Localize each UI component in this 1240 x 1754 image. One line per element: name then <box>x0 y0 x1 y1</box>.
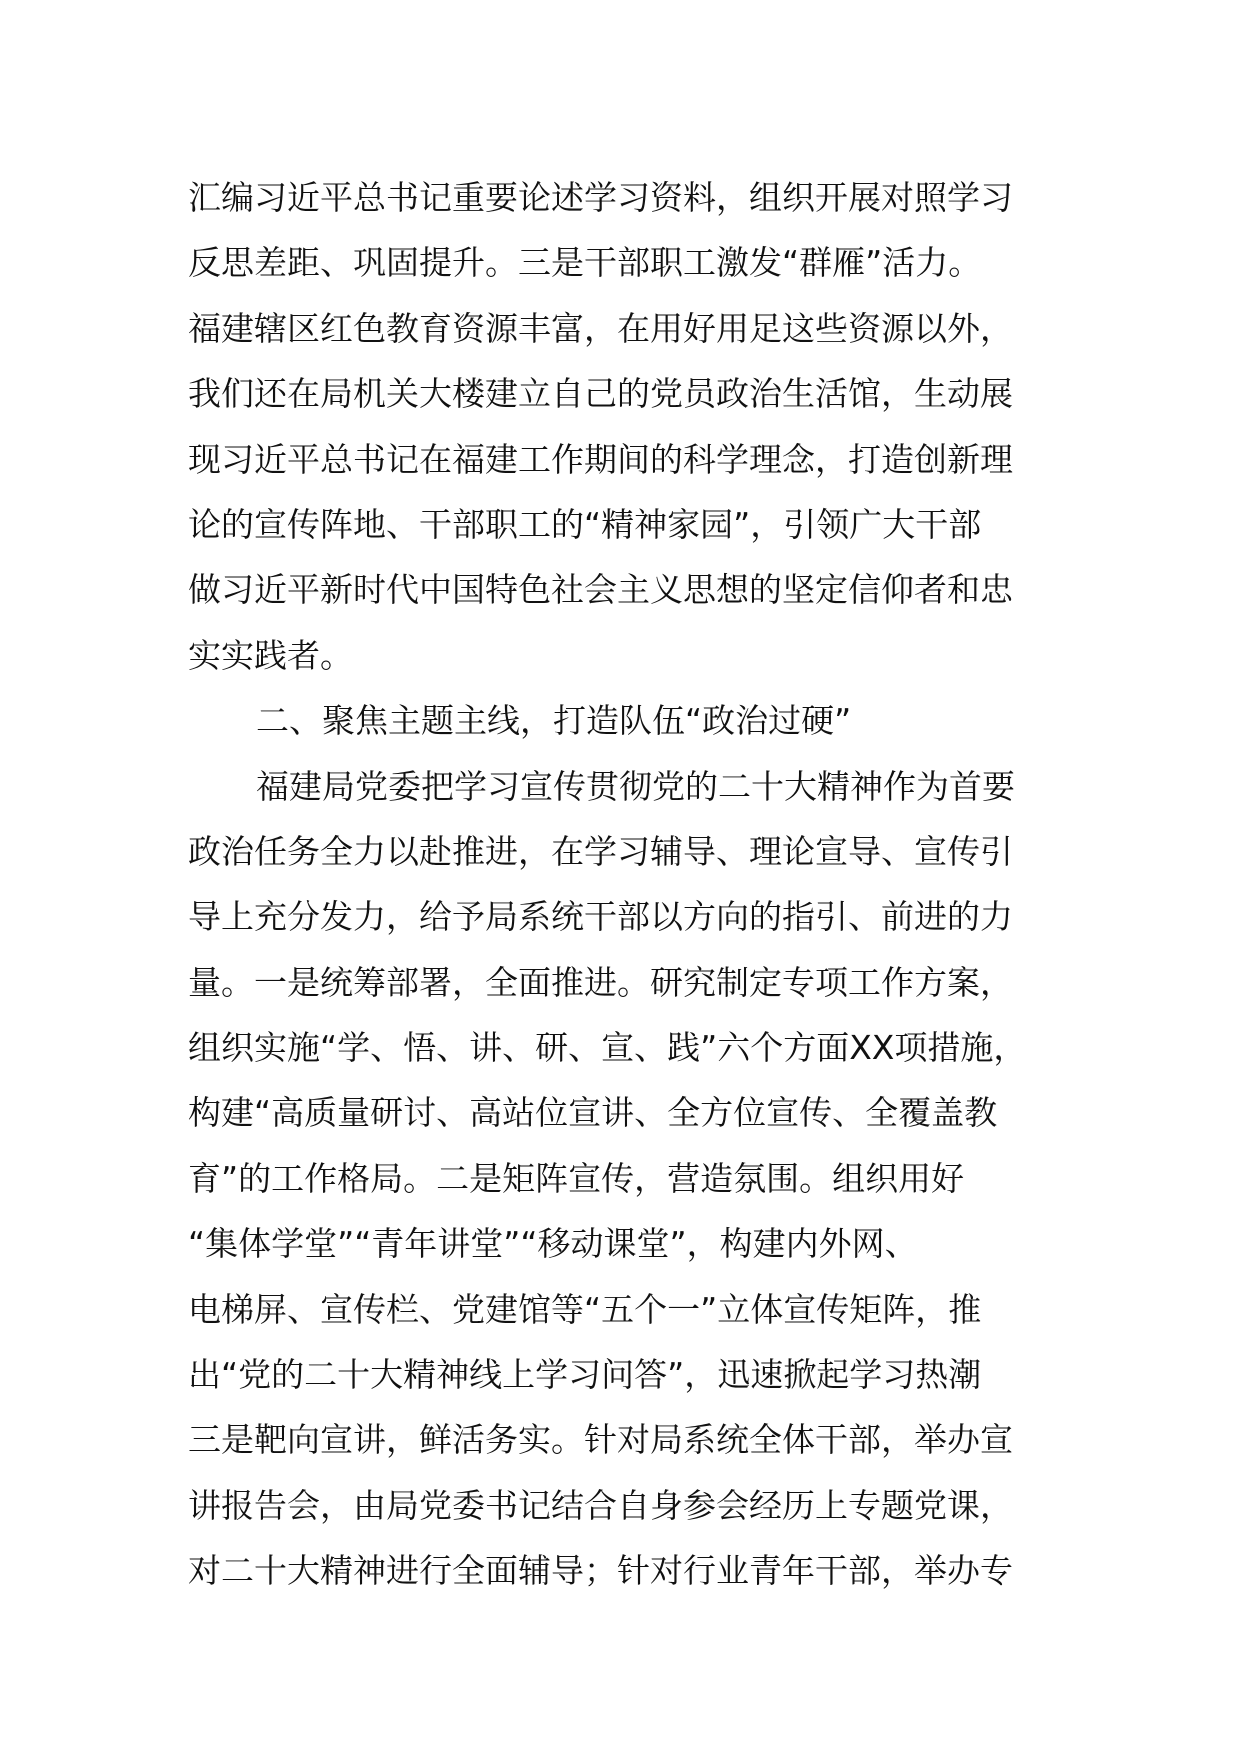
text-line: 讲报告会，由局党委书记结合自身参会经历上专题党课， <box>188 1485 1013 1525</box>
body-text <box>188 165 1088 1604</box>
text-line: 汇编习近平总书记重要论述学习资料，组织开展对照学习 <box>188 178 1013 217</box>
text-line: 三是靶向宣讲，鲜活务实。针对局系统全体干部，举办宣 <box>188 1420 1013 1460</box>
text-line: 对二十大精神进行全面辅导；针对行业青年干部，举办专 <box>188 1551 1013 1591</box>
text-line: 做习近平新时代中国特色社会主义思想的坚定信仰者和忠 <box>188 570 1013 610</box>
text-line: 现习近平总书记在福建工作期间的科学理念，打造创新理 <box>188 439 1013 479</box>
text-line: 出“党的二十大精神线上学习问答”，迅速掀起学习热潮 <box>188 1355 982 1395</box>
text-line: 实实践者。 <box>188 635 353 675</box>
text-line: 构建“高质量研讨、高站位宣讲、全方位宣传、全覆盖教 <box>188 1093 998 1133</box>
text-line: 论的宣传阵地、干部职工的“精神家园”，引领广大干部 <box>188 504 982 544</box>
text-line: 电梯屏、宣传栏、党建馆等“五个一”立体宣传矩阵，推 <box>188 1289 982 1329</box>
text-line: 导上充分发力，给予局系统干部以方向的指引、前进的力 <box>188 897 1013 937</box>
text-line: 组织实施“学、悟、讲、研、宣、践”六个方面XX项措施， <box>188 1028 1027 1068</box>
text-line: 量。一是统筹部署，全面推进。研究制定专项工作方案， <box>188 962 1013 1002</box>
section-heading: 二、聚焦主题主线，打造队伍“政治过硬” <box>256 701 852 741</box>
text-line: 反思差距、巩固提升。三是干部职工激发“群雁”活力。 <box>188 243 982 283</box>
text-line: “集体学堂”“青年讲堂”“移动课堂”，构建内外网、 <box>188 1224 918 1264</box>
text-line: 我们还在局机关大楼建立自己的党员政治生活馆，生动展 <box>188 374 1013 414</box>
text-line: 育”的工作格局。二是矩阵宣传，营造氛围。组织用好 <box>188 1158 965 1198</box>
text-line: 政治任务全力以赴推进，在学习辅导、理论宣导、宣传引 <box>188 831 1013 871</box>
text-line: 福建辖区红色教育资源丰富，在用好用足这些资源以外， <box>188 308 1013 348</box>
paragraph-first-line: 福建局党委把学习宣传贯彻党的二十大精神作为首要 <box>256 766 1015 806</box>
